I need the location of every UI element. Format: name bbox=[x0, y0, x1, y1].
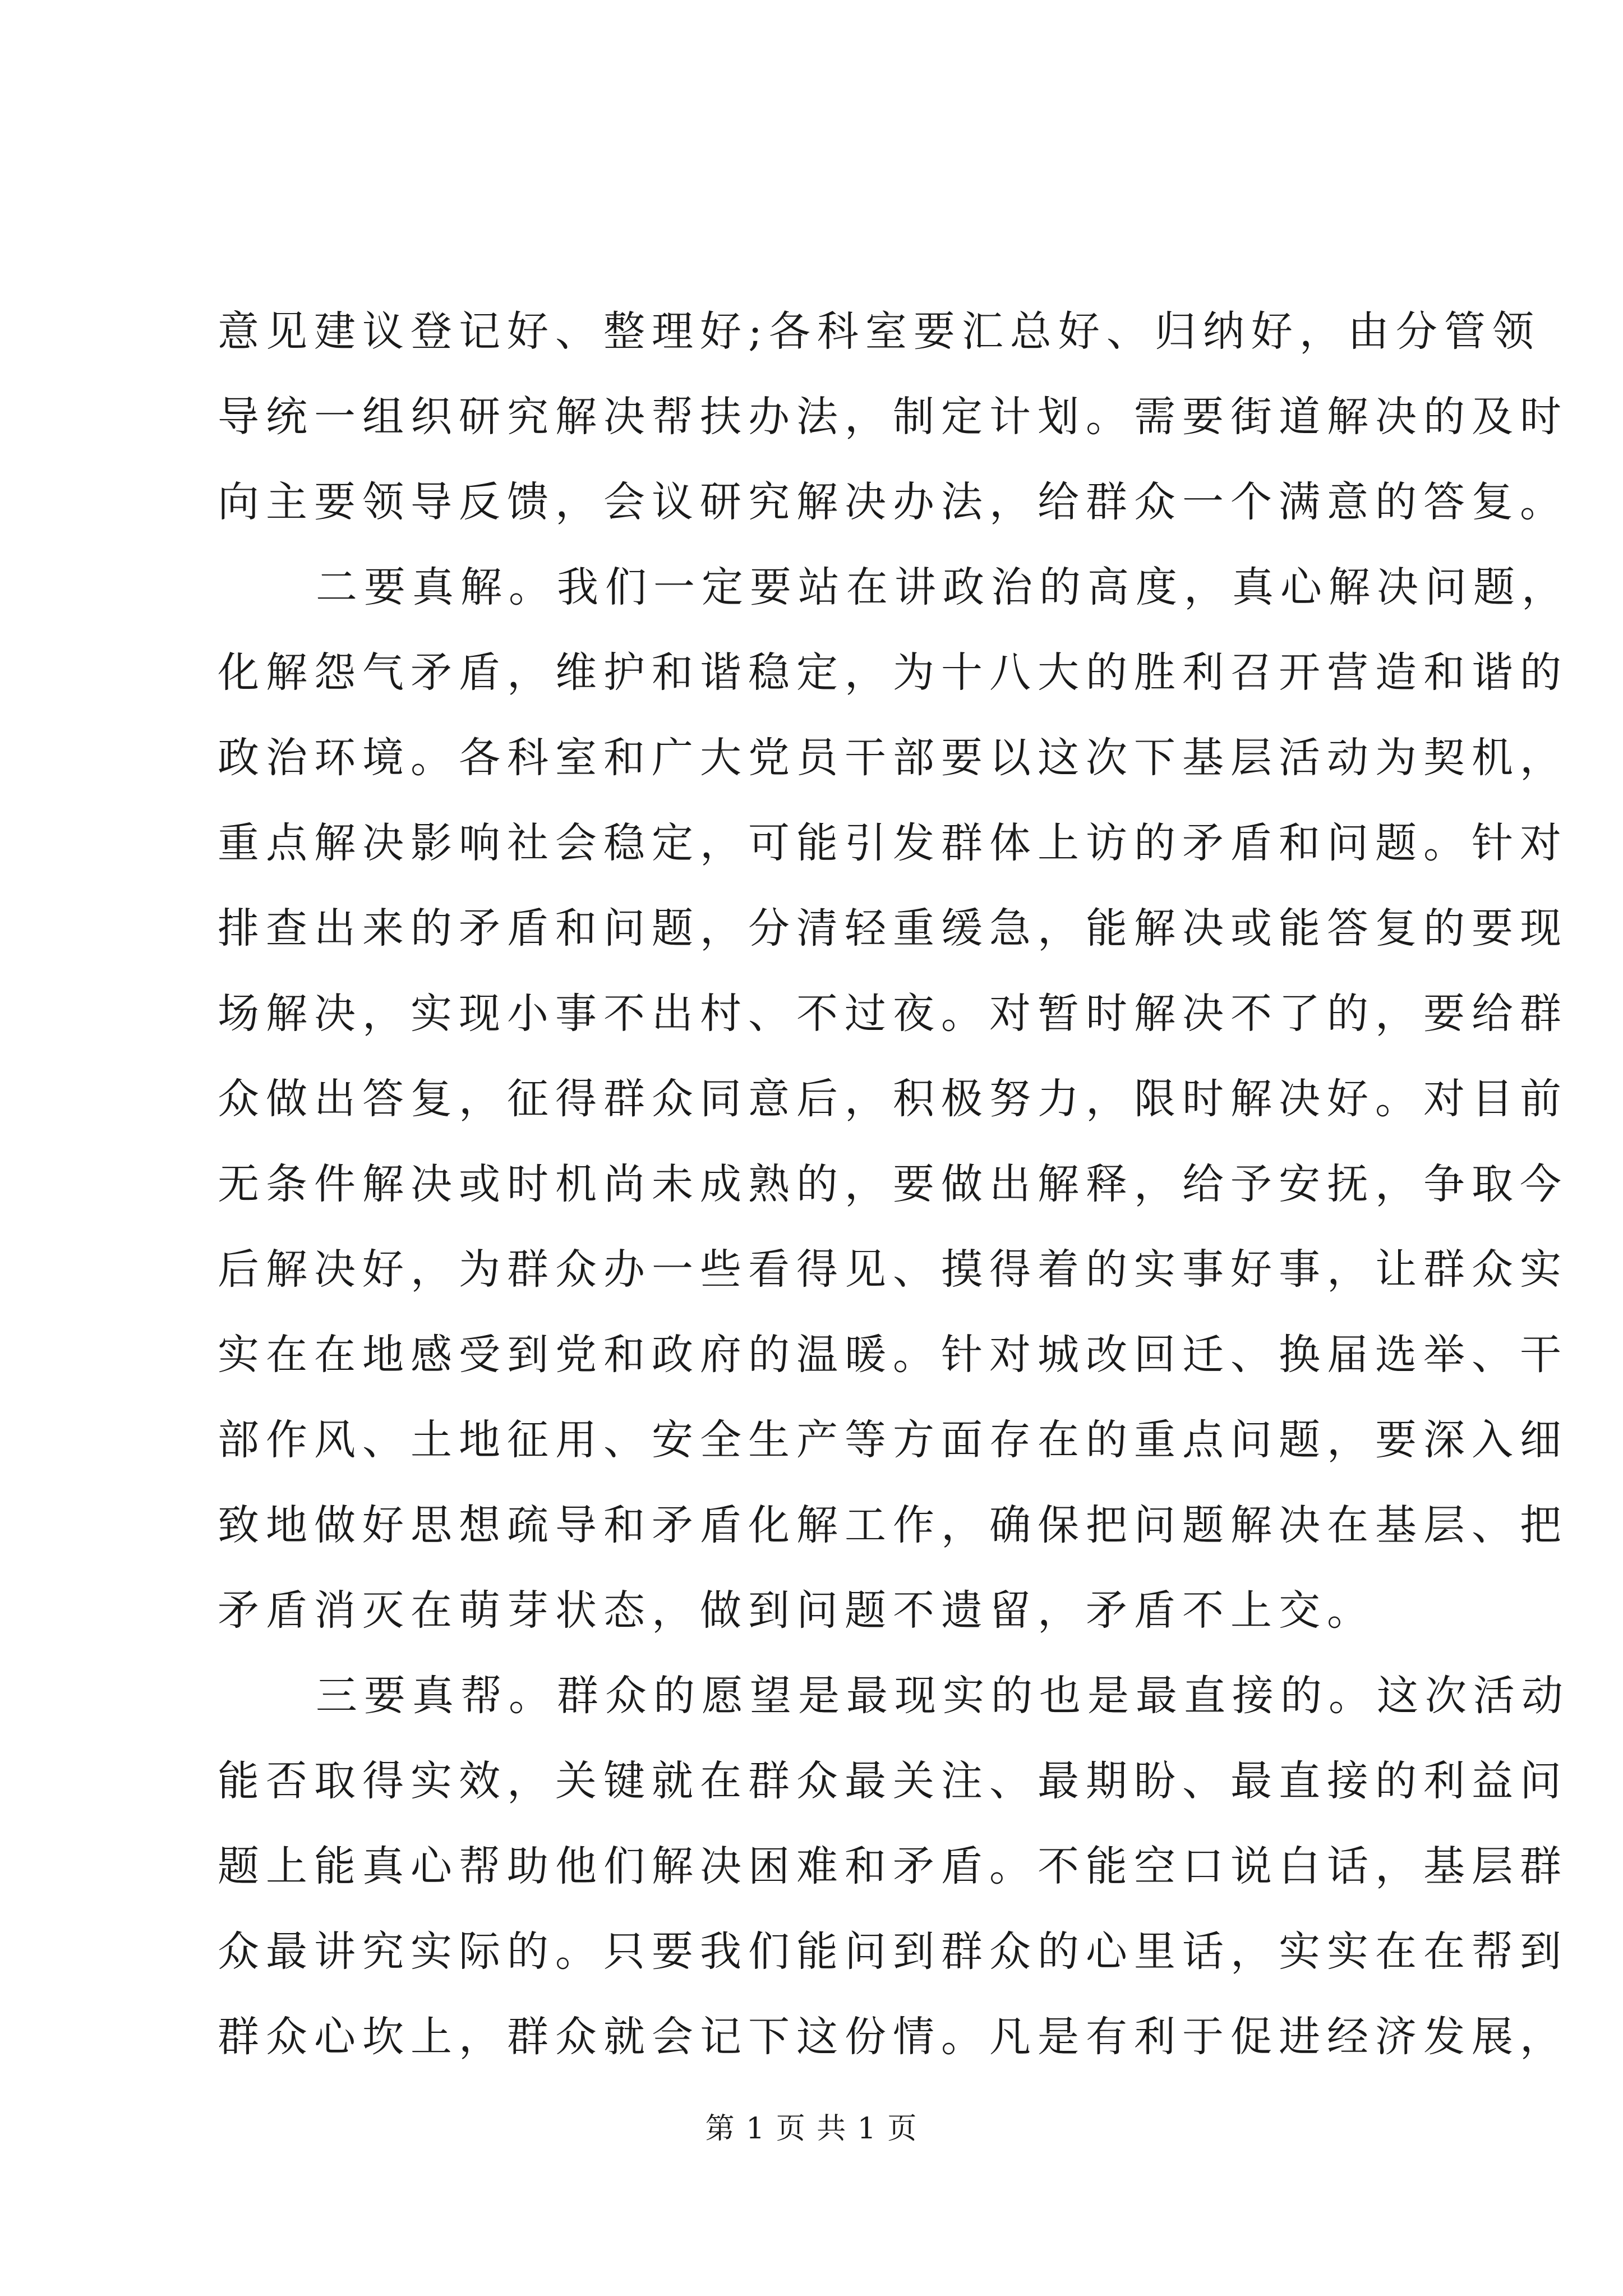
text-line: 致地做好思想疏导和矛盾化解工作，确保把问题解决在基层、把 bbox=[218, 1501, 1568, 1549]
text-line: 能否取得实效，关键就在群众最关注、最期盼、最直接的利益问 bbox=[218, 1757, 1568, 1805]
text-line: 众做出答复，征得群众同意后，积极努力，限时解决好。对目前 bbox=[218, 1075, 1568, 1123]
text-line: 化解怨气矛盾，维护和谐稳定，为十八大的胜利召开营造和谐的 bbox=[218, 648, 1568, 697]
text-line: 群众心坎上，群众就会记下这份情。凡是有利于促进经济发展， bbox=[218, 2013, 1568, 2061]
text-line: 无条件解决或时机尚未成熟的，要做出解释，给予安抚，争取今 bbox=[218, 1160, 1568, 1208]
text-line: 后解决好，为群众办一些看得见、摸得着的实事好事，让群众实 bbox=[218, 1245, 1568, 1294]
text-line: 导统一组织研究解决帮扶办法，制定计划。需要街道解决的及时 bbox=[218, 393, 1568, 441]
text-line: 政治环境。各科室和广大党员干部要以这次下基层活动为契机， bbox=[218, 734, 1568, 782]
paragraph-start-line: 二要真解。我们一定要站在讲政治的高度，真心解决问题， bbox=[316, 563, 1570, 611]
text-line: 部作风、土地征用、安全生产等方面存在的重点问题，要深入细 bbox=[218, 1416, 1568, 1464]
text-line: 场解决，实现小事不出村、不过夜。对暂时解决不了的，要给群 bbox=[218, 990, 1568, 1038]
text-line: 题上能真心帮助他们解决困难和矛盾。不能空口说白话，基层群 bbox=[218, 1842, 1568, 1890]
text-line: 重点解决影响社会稳定，可能引发群体上访的矛盾和问题。针对 bbox=[218, 819, 1568, 867]
paragraph-start-line: 三要真帮。群众的愿望是最现实的也是最直接的。这次活动 bbox=[316, 1672, 1570, 1720]
page-footer: 第 1 页 共 1 页 bbox=[705, 2112, 918, 2146]
text-line: 实在在地感受到党和政府的温暖。针对城改回迁、换届选举、干 bbox=[218, 1331, 1568, 1379]
text-line: 众最讲究实际的。只要我们能问到群众的心里话，实实在在帮到 bbox=[218, 1927, 1568, 1976]
text-line: 意见建议登记好、整理好;各科室要汇总好、归纳好，由分管领 bbox=[218, 307, 1541, 356]
text-line: 矛盾消灭在萌芽状态，做到问题不遗留，矛盾不上交。 bbox=[218, 1586, 1375, 1635]
text-line: 向主要领导反馈，会议研究解决办法，给群众一个满意的答复。 bbox=[218, 478, 1568, 526]
text-line: 排查出来的矛盾和问题，分清轻重缓急，能解决或能答复的要现 bbox=[218, 904, 1568, 953]
document-body bbox=[218, 289, 1570, 2079]
